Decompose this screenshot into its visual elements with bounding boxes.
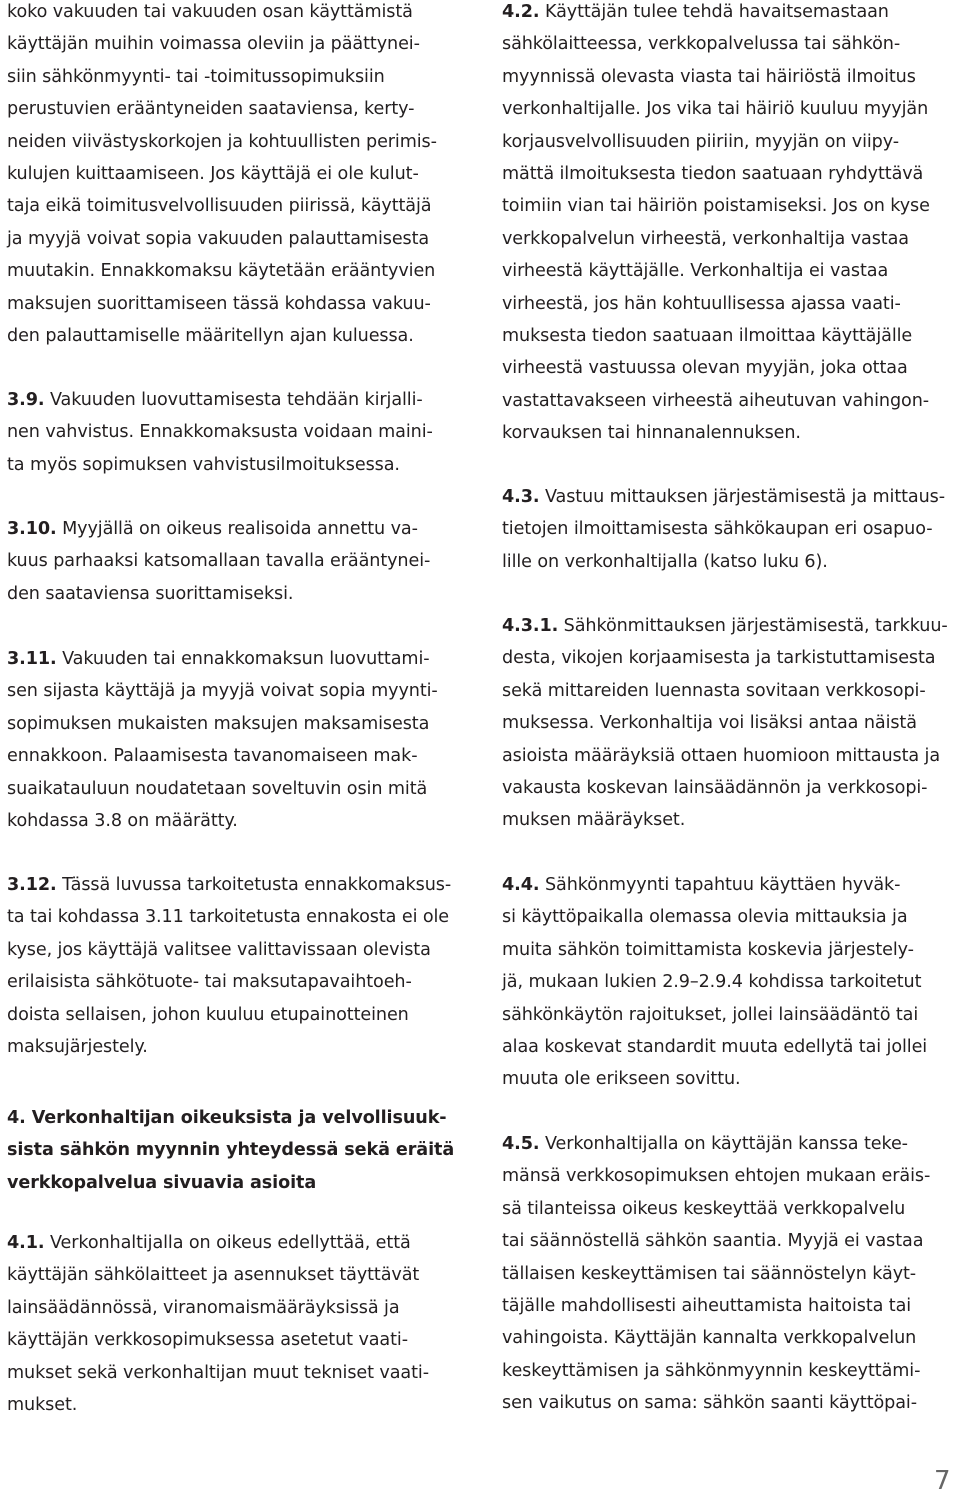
text-line: kyse, jos käyttäjä valitsee valittavissaan olevista bbox=[7, 939, 431, 960]
paragraph-first-line bbox=[502, 481, 945, 513]
text-run: Käyttäjän tulee tehdä havaitsemastaan bbox=[539, 2, 889, 22]
text-line: käyttäjän muihin voimassa oleviin ja päättynei- bbox=[7, 34, 420, 55]
text-line: myynnissä olevasta viasta tai häiriöstä ilmoitus bbox=[502, 66, 916, 87]
text-run: Verkonhaltijalla on käyttäjän kanssa teke- bbox=[539, 1134, 908, 1154]
text-line: keskeyttämisen ja sähkönmyynnin keskeyttämi- bbox=[502, 1360, 921, 1381]
text-run: Myyjällä on oikeus realisoida annettu va- bbox=[56, 519, 418, 539]
section-number: 3.11. bbox=[7, 649, 57, 669]
text-line: nen vahvistus. Ennakkomaksusta voidaan maini- bbox=[7, 422, 433, 443]
paragraph-3-10 bbox=[7, 513, 430, 610]
text-line: tai säännöstellä sähkön saantia. Myyjä ei vastaa bbox=[502, 1231, 924, 1252]
text-line: muuta ole erikseen sovittu. bbox=[502, 1069, 741, 1090]
text-line: den saataviensa suorittamiseksi. bbox=[7, 583, 294, 604]
text-line: lille on verkonhaltijalla (katso luku 6). bbox=[502, 551, 828, 572]
text-line: neiden viivästyskorkojen ja kohtuullisten perimis- bbox=[7, 131, 437, 152]
paragraph-first-line bbox=[502, 1128, 930, 1160]
text-line: virheestä, jos hän kohtuullisessa ajassa vaati- bbox=[502, 293, 901, 314]
paragraph-3-11 bbox=[7, 643, 438, 837]
paragraph-first-line bbox=[502, 869, 927, 901]
text-line: asioista määräyksiä ottaen huomioon mittausta ja bbox=[502, 745, 941, 766]
text-line: sä tilanteissa oikeus keskeyttää verkkopalvelu bbox=[502, 1198, 906, 1219]
text-run: Sähkönmittauksen järjestämisestä, tarkkuu- bbox=[558, 616, 948, 636]
text-line: muksesta tiedon saatuaan ilmoittaa käyttäjälle bbox=[502, 326, 913, 347]
section-number: 4.3. bbox=[502, 487, 540, 507]
page-number: 7 bbox=[934, 1466, 951, 1496]
text-line: sen vaikutus on sama: sähkön saanti käyttöpai- bbox=[502, 1393, 917, 1414]
text-run: Vakuuden luovuttamisesta tehdään kirjalli- bbox=[44, 390, 423, 410]
text-line: mänsä verkkosopimuksen ehtojen mukaan eräis- bbox=[502, 1166, 931, 1187]
paragraph-first-line bbox=[7, 869, 451, 901]
section-number: 4.1. bbox=[7, 1233, 45, 1253]
text-line: toimiin vian tai häiriön poistamiseksi. Jos on kyse bbox=[502, 196, 930, 217]
section-number: 3.12. bbox=[7, 875, 57, 895]
text-line: vastattavakseen virheestä aiheutuvan vahingon- bbox=[502, 390, 930, 411]
section-number: 4.3.1. bbox=[502, 616, 559, 636]
text-line: jä, mukaan lukien 2.9–2.9.4 kohdissa tarkoitetut bbox=[502, 972, 922, 993]
text-line: sähkölaitteessa, verkkopalvelussa tai sähkön- bbox=[502, 34, 901, 55]
text-line: verkonhaltijalle. Jos vika tai häiriö kuuluu myyjän bbox=[502, 99, 929, 120]
paragraph-first-line bbox=[502, 610, 948, 642]
paragraph-3-12 bbox=[7, 869, 451, 1063]
text-line: perustuvien erääntyneiden saataviensa, kerty- bbox=[7, 99, 415, 120]
text-line: ta tai kohdassa 3.11 tarkoitetusta ennakosta ei ole bbox=[7, 907, 450, 928]
text-line: sähkönkäytön rajoitukset, jollei lainsäädäntö tai bbox=[502, 1004, 919, 1025]
text-line: kulujen kuittaamiseen. Jos käyttäjä ei ole kulut- bbox=[7, 164, 419, 185]
section-number: 4.2. bbox=[502, 2, 540, 22]
paragraph-first-line bbox=[7, 643, 438, 675]
paragraph-4-4 bbox=[502, 869, 927, 1096]
text-line: käyttäjän sähkölaitteet ja asennukset täyttävät bbox=[7, 1265, 420, 1286]
text-line: sen sijasta käyttäjä ja myyjä voivat sopia myynti- bbox=[7, 681, 438, 702]
paragraph-4-3 bbox=[502, 481, 945, 578]
text-line: ennakkoon. Palaamisesta tavanomaiseen mak- bbox=[7, 746, 418, 767]
section-number: 3.10. bbox=[7, 519, 57, 539]
paragraph-4-2 bbox=[502, 0, 930, 450]
text-line: korjausvelvollisuuden piiriin, myyjän on viipy- bbox=[502, 131, 899, 152]
text-line: muksessa. Verkonhaltija voi lisäksi antaa näistä bbox=[502, 713, 917, 734]
text-line: kuus parhaaksi katsomallaan tavalla erääntynei- bbox=[7, 551, 431, 572]
text-line: ja myyjä voivat sopia vakuuden palauttamisesta bbox=[7, 228, 430, 249]
paragraph-first-line bbox=[7, 513, 430, 545]
text-line: erilaisista sähkötuote- tai maksutapavaihtoeh- bbox=[7, 972, 412, 993]
heading-line: verkkopalvelua sivuavia asioita bbox=[7, 1172, 317, 1193]
text-run: Sähkönmyynti tapahtuu käyttäen hyväk- bbox=[539, 875, 901, 895]
heading-line: 4. Verkonhaltijan oikeuksista ja velvollisuuk- bbox=[7, 1108, 447, 1128]
text-line: tällaisen keskeyttämisen tai säännöstelyn käyt- bbox=[502, 1263, 917, 1284]
text-line: muksen määräykset. bbox=[502, 810, 686, 831]
text-line: den palauttamiselle määritellyn ajan kuluessa. bbox=[7, 326, 414, 347]
text-line: taja eikä toimitusvelvollisuuden piirissä, käyttäjä bbox=[7, 196, 432, 217]
text-line: kohdassa 3.8 on määrätty. bbox=[7, 811, 238, 832]
text-line: sopimuksen mukaisten maksujen maksamisesta bbox=[7, 713, 430, 734]
text-line: käyttäjän verkkosopimuksessa asetetut vaati- bbox=[7, 1330, 408, 1351]
text-line: ta myös sopimuksen vahvistusilmoituksessa. bbox=[7, 454, 400, 475]
text-line: lainsäädännössä, viranomaismääräyksissä ja bbox=[7, 1297, 400, 1318]
text-line: täjälle mahdollisesti aiheuttamista haitoista tai bbox=[502, 1296, 912, 1317]
text-line: si käyttöpaikalla olemassa olevia mittauksia ja bbox=[502, 907, 908, 928]
paragraph-3-8-continuation bbox=[7, 0, 437, 352]
section-number: 4.4. bbox=[502, 875, 540, 895]
text-line: doista sellaisen, johon kuuluu etupainotteinen bbox=[7, 1004, 409, 1025]
text-run: Vakuuden tai ennakkomaksun luovuttami- bbox=[56, 649, 430, 669]
text-line: siin sähkönmyynti- tai -toimitussopimuksiin bbox=[7, 66, 385, 87]
text-line: muita sähkön toimittamista koskevia järjestely- bbox=[502, 939, 914, 960]
heading-line: sista sähkön myynnin yhteydessä sekä eräitä bbox=[7, 1140, 455, 1161]
paragraph-first-line bbox=[7, 384, 433, 416]
text-line: vakausta koskevan lainsäädännön ja verkkosopi- bbox=[502, 778, 928, 799]
text-line: desta, vikojen korjaamisesta ja tarkistuttamisesta bbox=[502, 648, 936, 669]
text-run: Tässä luvussa tarkoitetusta ennakkomaksus- bbox=[56, 875, 452, 895]
paragraph-4-1 bbox=[7, 1227, 429, 1421]
text-line: muutakin. Ennakkomaksu käytetään erääntyvien bbox=[7, 261, 436, 282]
text-line: mukset sekä verkonhaltijan muut tekniset vaati- bbox=[7, 1362, 429, 1383]
paragraph-4-3-1 bbox=[502, 610, 948, 837]
text-line: korvauksen tai hinnanalennuksen. bbox=[502, 423, 801, 444]
text-line: koko vakuuden tai vakuuden osan käyttämistä bbox=[7, 2, 413, 22]
text-line: sekä mittareiden luennasta sovitaan verkkosopi- bbox=[502, 680, 926, 701]
text-line: virheestä vastuussa olevan myyjän, joka ottaa bbox=[502, 358, 908, 379]
text-line: vahingoista. Käyttäjän kannalta verkkopalvelun bbox=[502, 1328, 917, 1349]
paragraph-first-line bbox=[7, 1227, 429, 1259]
section-4-heading bbox=[7, 1102, 454, 1199]
text-line: mukset. bbox=[7, 1395, 78, 1416]
paragraph-first-line bbox=[502, 0, 930, 28]
paragraph-3-9 bbox=[7, 384, 433, 481]
text-line: maksujärjestely. bbox=[7, 1037, 148, 1058]
text-line: maksujen suorittamiseen tässä kohdassa vakuu- bbox=[7, 293, 431, 314]
paragraph-4-5 bbox=[502, 1128, 930, 1420]
text-line: virheestä käyttäjälle. Verkonhaltija ei vastaa bbox=[502, 261, 889, 282]
section-number: 3.9. bbox=[7, 390, 45, 410]
section-number: 4.5. bbox=[502, 1134, 540, 1154]
text-line: alaa koskevat standardit muuta edellytä tai jollei bbox=[502, 1037, 928, 1058]
text-run: Vastuu mittauksen järjestämisestä ja mittaus- bbox=[539, 487, 945, 507]
text-line: suaikatauluun noudatetaan soveltuvin osin mitä bbox=[7, 778, 428, 799]
text-run: Verkonhaltijalla on oikeus edellyttää, että bbox=[44, 1233, 411, 1253]
text-line: tietojen ilmoittamisesta sähkökaupan eri osapuo- bbox=[502, 519, 933, 540]
text-line: verkkopalvelun virheestä, verkonhaltija vastaa bbox=[502, 228, 909, 249]
text-line: mättä ilmoituksesta tiedon saatuaan ryhdyttävä bbox=[502, 164, 924, 185]
